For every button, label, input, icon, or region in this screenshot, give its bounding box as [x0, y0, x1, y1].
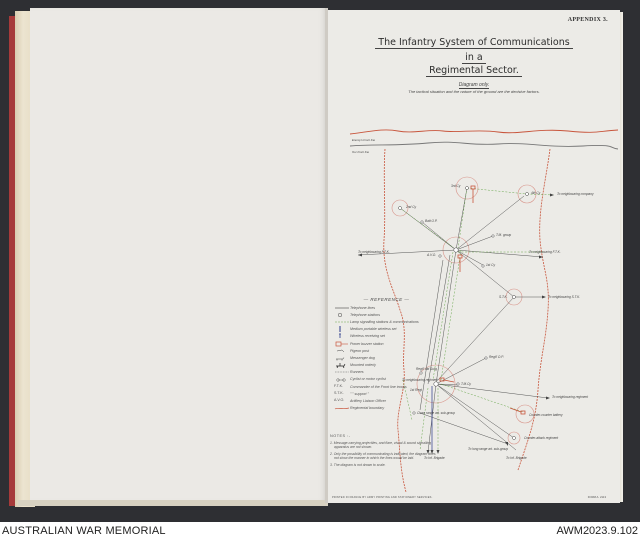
legend-label: Regimental boundary [350, 406, 385, 411]
legend-item [334, 333, 439, 340]
notes-section [330, 434, 440, 468]
subtitle-text: Diagram only. [458, 82, 490, 88]
appendix-label: APPENDIX 3. [567, 17, 608, 23]
telephone-station-icon [334, 312, 350, 318]
label-close-range-art: Close range art. sub-group [417, 411, 455, 415]
lamp-signalling-icon [334, 319, 350, 325]
title-text-1: The Infantry System of Communications [375, 37, 572, 49]
label-to-neighbouring-stk: To neighbouring S.T.K. [548, 295, 581, 299]
reference-legend [334, 297, 439, 412]
label-to-inf-brigade-1: To Inf. Brigade [424, 456, 445, 460]
legend-label: Telephone lines [350, 305, 376, 310]
legend-item [334, 376, 439, 383]
legend-title: — REFERENCE — [363, 297, 410, 302]
regimental-boundary-icon [334, 405, 350, 411]
legend-abbr: S.T.K. [334, 390, 344, 395]
legend-item [334, 397, 439, 404]
enemy-front-line-label: Enemy's Front line [352, 138, 376, 142]
label-2nd-cy: 2nd Cy [406, 205, 417, 209]
legend-label: Commander of the Front line troops [350, 384, 407, 389]
title-text-3: Regimental Sector. [426, 65, 522, 77]
note-item: 2. Only the possibility of communicating is indicated, the diagram does not show the manner in which the lines would be laid. [330, 451, 436, 461]
label-to-long-range-art: To long range art. sub-group [468, 447, 509, 451]
legend-title-text: REFERENCE [370, 297, 403, 302]
label-batt-op: Batt O.P. [425, 219, 438, 223]
legend-label: Lamp signalling stations & communications [350, 319, 419, 324]
legend-abbr: A.V.O. [334, 398, 345, 403]
legend-abbr: F.T.K. [334, 383, 343, 388]
legend-item [334, 347, 439, 354]
label-counter-attack-regiment: Counter-attack regiment [524, 436, 559, 440]
our-front-line [350, 142, 618, 149]
wireless-receiving-icon [334, 333, 350, 339]
pigeon-icon [334, 348, 350, 354]
archive-credit: AUSTRALIAN WAR MEMORIAL [2, 525, 166, 537]
label-tm-cy: T.M.Cy [461, 382, 471, 386]
legend-label: Telephone stations [350, 312, 381, 317]
note-item: 3. The diagram is not drawn to scale. [330, 462, 386, 467]
label-regtl-aid: Regt'l aid Surg. [416, 367, 438, 371]
runner-icon [334, 369, 350, 375]
legend-label: " " support " [350, 391, 369, 396]
legend-item [334, 354, 439, 361]
legend-label: Pigeon post [350, 348, 369, 353]
cyclist-icon [334, 376, 350, 382]
label-to-inf-brigade-2: To Inf. Brigade [506, 456, 527, 460]
legend-label: Power buzzer station [350, 341, 384, 346]
label-regtl-op: Regt'l O.P. [489, 355, 504, 359]
title-text-2: in a [462, 52, 486, 64]
dog-icon [334, 355, 350, 361]
label-to-neighbouring-company: To neighbouring company [557, 192, 594, 196]
legend-item [334, 390, 439, 397]
legend-item [334, 340, 439, 347]
label-1st-regt: 1st Regt [410, 388, 422, 392]
appendix-page [328, 10, 620, 503]
printer-line: PRINTED IN FRANCE BY ARMY PRINTING AND STATIONERY SERVICES. [332, 496, 433, 499]
wireless-set-icon [334, 326, 350, 332]
left-blank-page [30, 8, 327, 501]
legend-label: Mounted orderly [350, 363, 376, 368]
legend-item [334, 326, 439, 333]
our-front-line-label: Our Front line [352, 150, 370, 154]
label-tm-group: T.M. group [496, 233, 512, 237]
label-1st-cy: 1st Cy [486, 263, 496, 267]
legend-item [334, 304, 439, 311]
label-avo: A.V.O. [427, 253, 437, 257]
accession-number: AWM2023.9.102 [556, 525, 638, 537]
power-buzzer-icon [334, 341, 350, 347]
legend-label: Messenger dog [350, 355, 375, 360]
legend-item [334, 405, 439, 412]
page-bottom-edge [18, 500, 328, 506]
label-stk: S.T.K. [499, 295, 508, 299]
legend-item [334, 369, 439, 376]
label-3rd-cy: 3rd Cy [451, 184, 461, 188]
label-to-neighbouring-ftk-left: To neighbouring F.T.K. [358, 250, 390, 254]
legend-item [334, 383, 439, 390]
communications-diagram [328, 10, 620, 503]
legend-label: Artillery Liaison Officer [350, 399, 386, 404]
legend-label: Medium portable wireless set [350, 327, 397, 332]
enemy-front-line [350, 130, 618, 134]
telephone-line-icon [334, 305, 350, 311]
legend-item [334, 318, 439, 325]
notes-title: NOTES :- [330, 434, 351, 438]
form-number: FORM A. 2113 [587, 495, 606, 499]
mounted-orderly-icon [334, 362, 350, 368]
note-item: 1. Message-carrying projectiles, and flare, visual & sound signalling apparatus are not shown. [330, 440, 432, 450]
legend-label: Cyclist or motor cyclist [350, 377, 386, 382]
label-counter-battery: Counter-counter battery [529, 413, 563, 417]
legend-item [334, 362, 439, 369]
caption: The tactical situation and the nature of the ground are the decisive factors. [408, 89, 540, 94]
label-to-neighbouring-ftk-right: To neighbouring F.T.K. [529, 250, 561, 254]
label-to-neighbouring-regiment-right: To neighbouring regiment [552, 395, 589, 399]
legend-label: Runners [350, 370, 364, 375]
label-to-neighbouring-regiment-left: To neighbouring regiment [402, 378, 439, 382]
label-4th-cy: 4th Cy [531, 191, 541, 195]
legend-label: Wireless receiving set [350, 334, 385, 339]
legend-item [334, 311, 439, 318]
